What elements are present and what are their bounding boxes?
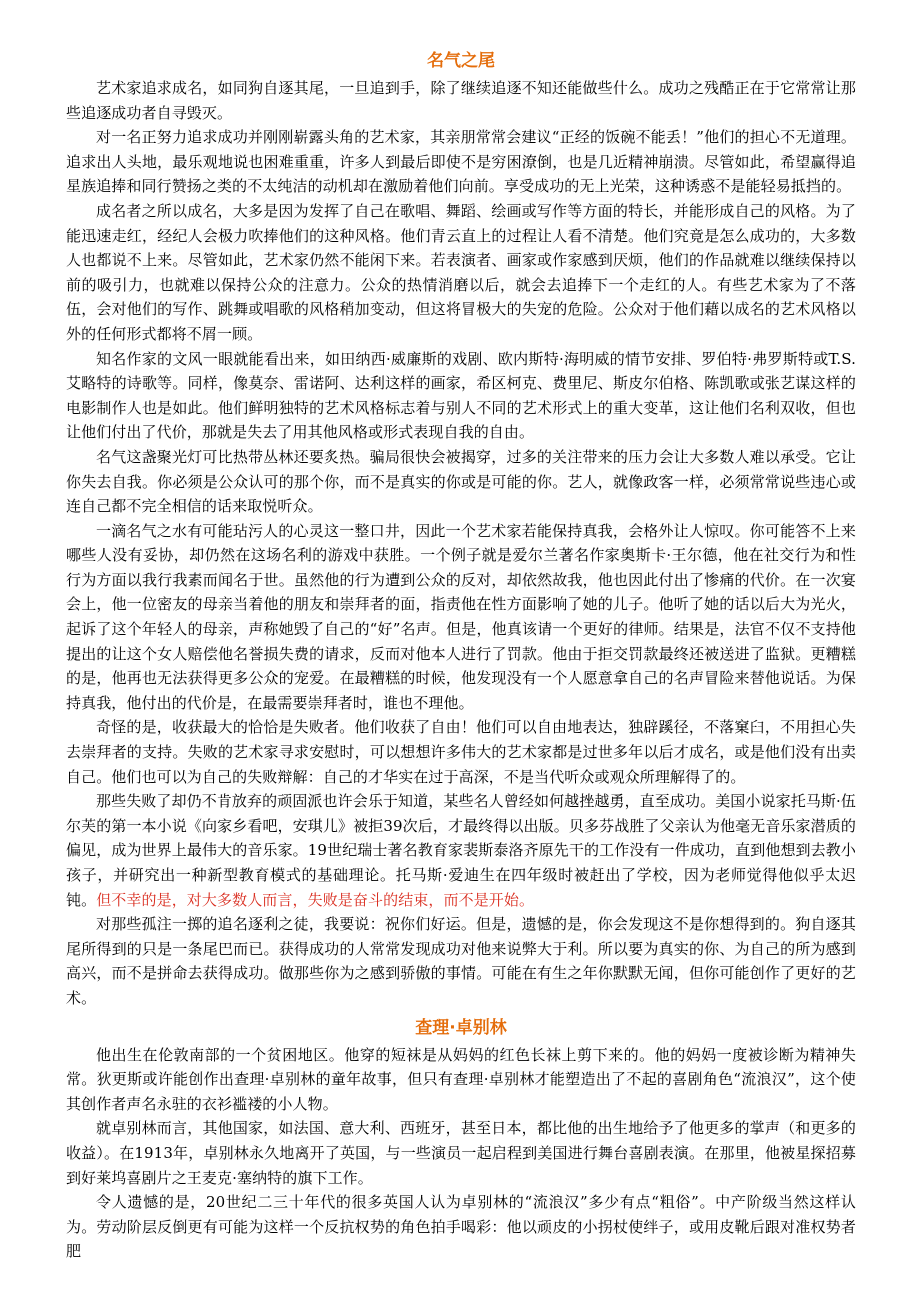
paragraph: 名气这盏聚光灯可比热带丛林还要炙热。骗局很快会被揭穿，过多的关注带来的压力会让大多数人难以承受。它让你失去自我。你必须是公众认可的那个你，而不是真实的你或是可能的你。艺人，就像政客一样，必须常常说些违心或连自己都不完全相信的话来取悦听众。	[66, 447, 856, 516]
highlighted-sentence: 但不幸的是，对大多数人而言，失败是奋斗的结束，而不是开始。	[96, 890, 535, 909]
paragraph: 成名者之所以成名，大多是因为发挥了自己在歌唱、舞蹈、绘画或写作等方面的特长，并能形成自己的风格。为了能迅速走红，经纪人会极力吹捧他们的这种风格。他们青云直上的过程让人看不清楚。他们究竟是怎么成功的，大多数人也都说不上来。尽管如此，艺术家仍然不能闲下来。若表演者、画家或作家感到厌烦，他们的作品就难以继续保持以前的吸引力，也就难以保持公众的注意力。公众的热情消磨以后，就会去追捧下一个走红的人。有些艺术家为了不落伍，会对他们的写作、跳舞或唱歌的风格稍加变动，但这将冒极大的失宠的危险。公众对于他们藉以成名的艺术风格以外的任何形式都将不屑一顾。	[66, 201, 856, 343]
paragraph: 艺术家追求成名，如同狗自逐其尾，一旦追到手，除了继续追逐不知还能做些什么。成功之残酷正在于它常常让那些追逐成功者自寻毁灭。	[66, 79, 856, 122]
paragraph: 奇怪的是，收获最大的恰恰是失败者。他们收获了自由！他们可以自由地表达，独辟蹊径，不落窠臼，不用担心失去崇拜者的支持。失败的艺术家寻求安慰时，可以想想许多伟大的艺术家都是过世多年以后才成名，或是他们没有出卖自己。他们也可以为自己的失败辩解：自己的才华实在过于高深，不是当代听众或观众所理解得了的。	[66, 718, 856, 786]
paragraph: 令人遗憾的是，20世纪二三十年代的很多英国人认为卓别林的“流浪汉”多少有点“粗俗”。中产阶级当然这样认为。劳动阶层反倒更有可能为这样一个反抗权势的角色拍手喝彩：他以顽皮的小拐杖使绊子，或用皮靴后跟对准权势者肥	[66, 1193, 856, 1261]
article-title-fame: 名气之尾	[427, 51, 495, 71]
paragraph: 一滴名气之水有可能玷污人的心灵这一整口井，因此一个艺术家若能保持真我，会格外让人惊叹。你可能答不上来哪些人没有妥协，却仍然在这场名利的游戏中获胜。一个例子就是爱尔兰著名作家奥斯卡·王尔德，他在社交行为和性行为方面以我行我素而闻名于世。虽然他的行为遭到公众的反对，却依然故我，他也因此付出了惨痛的代价。在一次宴会上，他一位密友的母亲当着他的朋友和崇拜者的面，指责他在性方面影响了她的儿子。他听了她的话以后大为光火，起诉了这个年轻人的母亲，声称她毁了自己的“好”名声。但是，他真该请一个更好的律师。结果是，法官不仅不支持他提出的让这个女人赔偿他名誉损失费的请求，反而对他本人进行了罚款。他由于拒交罚款最终还被送进了监狱。更糟糕的是，他再也无法获得更多公众的宠爱。在最糟糕的时候，他发现没有一个人愿意拿自己的名声冒险来替他说话。为保持真我，他付出的代价是，在最需要崇拜者时，谁也不理他。	[66, 521, 856, 712]
paragraph: 对一名正努力追求成功并刚刚崭露头角的艺术家，其亲朋常常会建议“正经的饭碗不能丢！”他们的担心不无道理。追求出人头地，最乐观地说也困难重重，许多人到最后即使不是穷困潦倒，也是几近精神崩溃。尽管如此，希望赢得追星族追捧和同行赞扬之类的不太纯洁的动机却在激励着他们向前。享受成功的无上光荣，这种诱惑不是能轻易抵挡的。	[66, 128, 856, 196]
paragraph: 他出生在伦敦南部的一个贫困地区。他穿的短袜是从妈妈的红色长袜上剪下来的。他的妈妈一度被诊断为精神失常。狄更斯或许能创作出查理·卓别林的童年故事，但只有查理·卓别林才能塑造出了不起的喜剧角色“流浪汉”，这个使其创作者声名永驻的衣衫褴褛的小人物。	[66, 1045, 856, 1113]
paragraph: 就卓别林而言，其他国家，如法国、意大利、西班牙，甚至日本，都比他的出生地给予了他更多的掌声（和更多的收益）。在1913年，卓别林永久地离开了英国，与一些演员一起启程到美国进行舞台喜剧表演。在那里，他被星探招募到好莱坞喜剧片之王麦克·塞纳特的旗下工作。	[66, 1119, 856, 1187]
article-title-chaplin: 查理·卓别林	[415, 1017, 507, 1038]
closing-paragraph: 对那些孤注一掷的追名逐利之徒，我要说：祝你们好运。但是，遗憾的是，你会发现这不是你想得到的。狗自逐其尾所得到的只是一条尾巴而已。获得成功的人常常发现成功对他来说弊大于利。所以要为真实的你、为自己的所为感到高兴，而不是拼命去获得成功。做那些你为之感到骄傲的事情。可能在有生之年你默默无闻，但你可能创作了更好的艺术。	[66, 915, 856, 1007]
paragraph-text: 那些失败了却仍不肯放弃的顽固派也许会乐于知道，某些名人曾经如何越挫越勇，直至成功。美国小说家托马斯·伍尔芙的第一本小说《向家乡看吧，安琪儿》被拒39次后，才最终得以出版。贝多芬战胜了父亲认为他毫无音乐家潜质的偏见，成为世界上最伟大的音乐家。19世纪瑞士著名教育家裴斯泰洛齐原先干的工作没有一件成功，直到他想到去教小孩子，并研究出一种新型教育模式的基础理论。托马斯·爱迪生在四年级时被赶出了学校，因为老师觉得他似乎太迟钝。	[66, 792, 856, 909]
paragraph-with-highlight	[66, 789, 856, 912]
paragraph: 知名作家的文风一眼就能看出来，如田纳西·威廉斯的戏剧、欧内斯特·海明威的情节安排、罗伯特·弗罗斯特或T.S.艾略特的诗歌等。同样，像莫奈、雷诺阿、达利这样的画家，希区柯克、费里尼、斯皮尔伯格、陈凯歌或张艺谋这样的电影制作人也是如此。他们鲜明独特的艺术风格标志着与别人不同的艺术形式上的重大变革，这让他们名利双收，但也让他们付出了代价，那就是失去了用其他风格或形式表现自我的自由。	[66, 349, 856, 442]
